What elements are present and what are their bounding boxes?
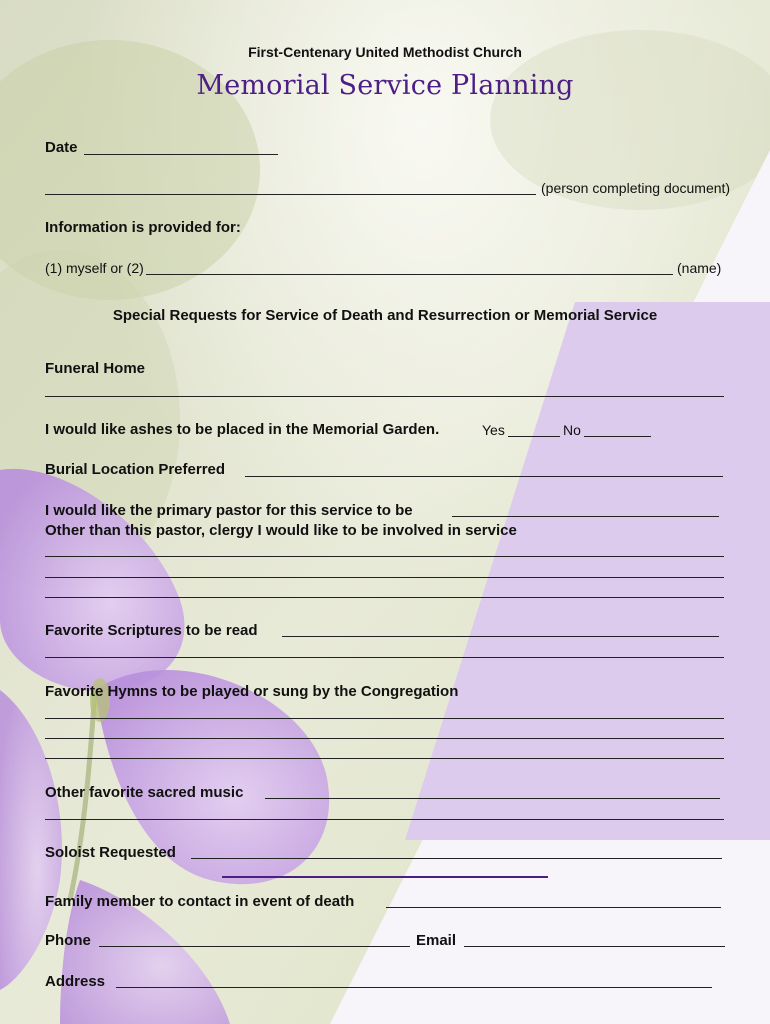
family-member-field[interactable] [386,907,721,908]
page-title: Memorial Service Planning [196,70,574,101]
sacred-music-label: Other favorite sacred music [45,784,244,801]
person-completing-field[interactable] [45,194,536,195]
hymns-field-3[interactable] [45,758,724,759]
phone-label: Phone [45,932,91,949]
info-provided-label: Information is provided for: [45,219,241,236]
soloist-label: Soloist Requested [45,844,176,861]
clergy-field-3[interactable] [45,597,724,598]
date-field[interactable] [84,154,278,155]
scriptures-label: Favorite Scriptures to be read [45,622,258,639]
yes-field[interactable] [508,436,560,437]
email-field[interactable] [464,946,725,947]
funeral-home-field[interactable] [45,396,724,397]
church-name: First-Centenary United Methodist Church [248,44,522,60]
sacred-music-field-1[interactable] [265,798,720,799]
yes-label: Yes [482,422,505,438]
person-completing-label: (person completing document) [541,180,731,196]
clergy-field-1[interactable] [45,556,724,557]
hymns-field-2[interactable] [45,738,724,739]
scriptures-field-2[interactable] [45,657,724,658]
email-label: Email [416,932,457,949]
scriptures-field-1[interactable] [282,636,719,637]
family-member-label: Family member to contact in event of death [45,893,355,910]
primary-pastor-field[interactable] [452,516,719,517]
other-clergy-label: Other than this pastor, clergy I would like to be involved in service [45,522,517,539]
date-label: Date [45,139,78,156]
hymns-field-1[interactable] [45,718,724,719]
special-requests-heading: Special Requests for Service of Death and Resurrection or Memorial Service [112,307,658,324]
no-label: No [563,422,581,438]
soloist-field[interactable] [191,858,722,859]
burial-label: Burial Location Preferred [45,461,226,478]
sacred-music-field-2[interactable] [45,819,724,820]
hymns-label: Favorite Hymns to be played or sung by the Congregation [45,683,459,700]
ashes-label: I would like ashes to be placed in the Memorial Garden. [45,421,440,438]
name-field[interactable] [146,274,673,275]
myself-or-label: (1) myself or (2) [45,260,144,276]
phone-field[interactable] [99,946,410,947]
address-field[interactable] [116,987,712,988]
clergy-field-2[interactable] [45,577,724,578]
section-divider [222,876,548,878]
primary-pastor-label: I would like the primary pastor for this service to be [45,502,413,519]
burial-field[interactable] [245,476,723,477]
no-field[interactable] [584,436,651,437]
name-label: (name) [677,260,722,276]
funeral-home-label: Funeral Home [45,360,146,377]
address-label: Address [45,973,106,990]
